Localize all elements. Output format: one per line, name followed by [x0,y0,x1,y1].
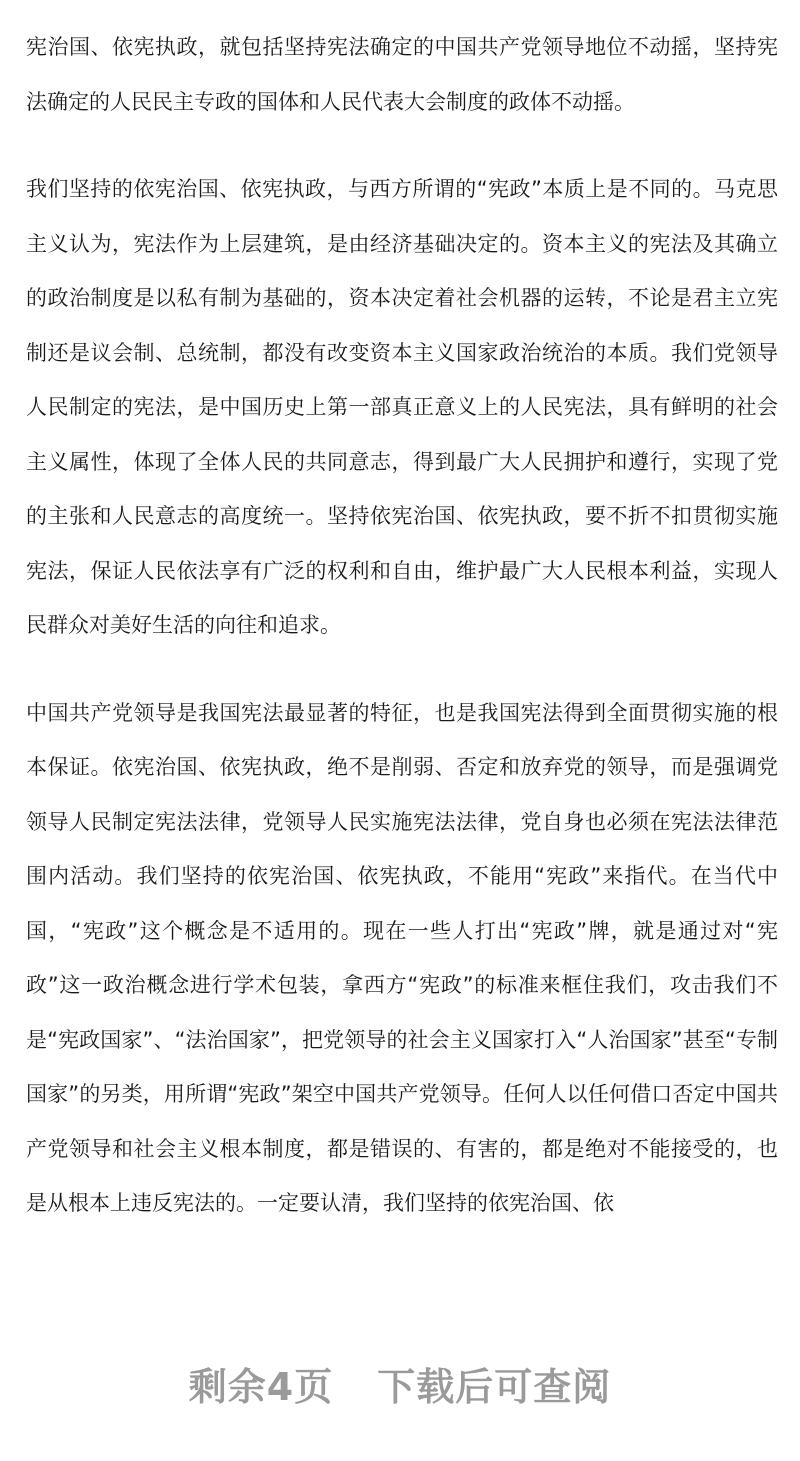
paragraph-1: 宪治国、依宪执政，就包括坚持宪法确定的中国共产党领导地位不动摇，坚持宪法确定的人民民主专政的国体和人民代表大会制度的政体不动摇。 [26,35,778,114]
download-prompt-label[interactable]: 下载后可查阅 [377,1365,612,1409]
paragraph-2: 我们坚持的依宪治国、依宪执政，与西方所谓的“宪政”本质上是不同的。马克思主义认为，宪法作为上层建筑，是由经济基础决定的。资本主义的宪法及其确立的政治制度是以私有制为基础的，资本决定着社会机器的运转，不论是君主立宪制还是议会制、总统制，都没有改变资本主义国家政治统治的本质。我们党领导人民制定的宪法，是中国历史上第一部真正意义上的人民宪法，具有鲜明的社会主义属性，体现了全体人民的共同意志，得到最广大人民拥护和遵行，实现了党的主张和人民意志的高度统一。坚持依宪治国、依宪执政，要不折不扣贯彻实施宪法，保证人民依法享有广泛的权利和自由，维护最广大人民根本利益，实现人民群众对美好生活的向往和追求。 [26,177,778,637]
remaining-pages-label[interactable]: 剩余4页 [188,1365,334,1409]
paragraph-3: 中国共产党领导是我国宪法最显著的特征，也是我国宪法得到全面贯彻实施的根本保证。依宪治国、依宪执政，绝不是削弱、否定和放弃党的领导，而是强调党领导人民制定宪法法律，党领导人民实施宪法法律，党自身也必须在宪法法律范围内活动。我们坚持的依宪治国、依宪执政，不能用“宪政”来指代。在当代中国，“宪政”这个概念是不适用的。现在一些人打出“宪政”牌，就是通过对“宪政”这一政治概念进行学术包装，拿西方“宪政”的标准来框住我们，攻击我们不是“宪政国家”、“法治国家”，把党领导的社会主义国家打入“人治国家”甚至“专制国家”的另类，用所谓“宪政”架空中国共产党领导。任何人以任何借口否定中国共产党领导和社会主义根本制度，都是错误的、有害的，都是绝对不能接受的，也是从根本上违反宪法的。一定要认清，我们坚持的依宪治国、依 [26,700,778,1215]
document-body [26,20,778,1231]
download-footer[interactable] [0,1356,800,1411]
